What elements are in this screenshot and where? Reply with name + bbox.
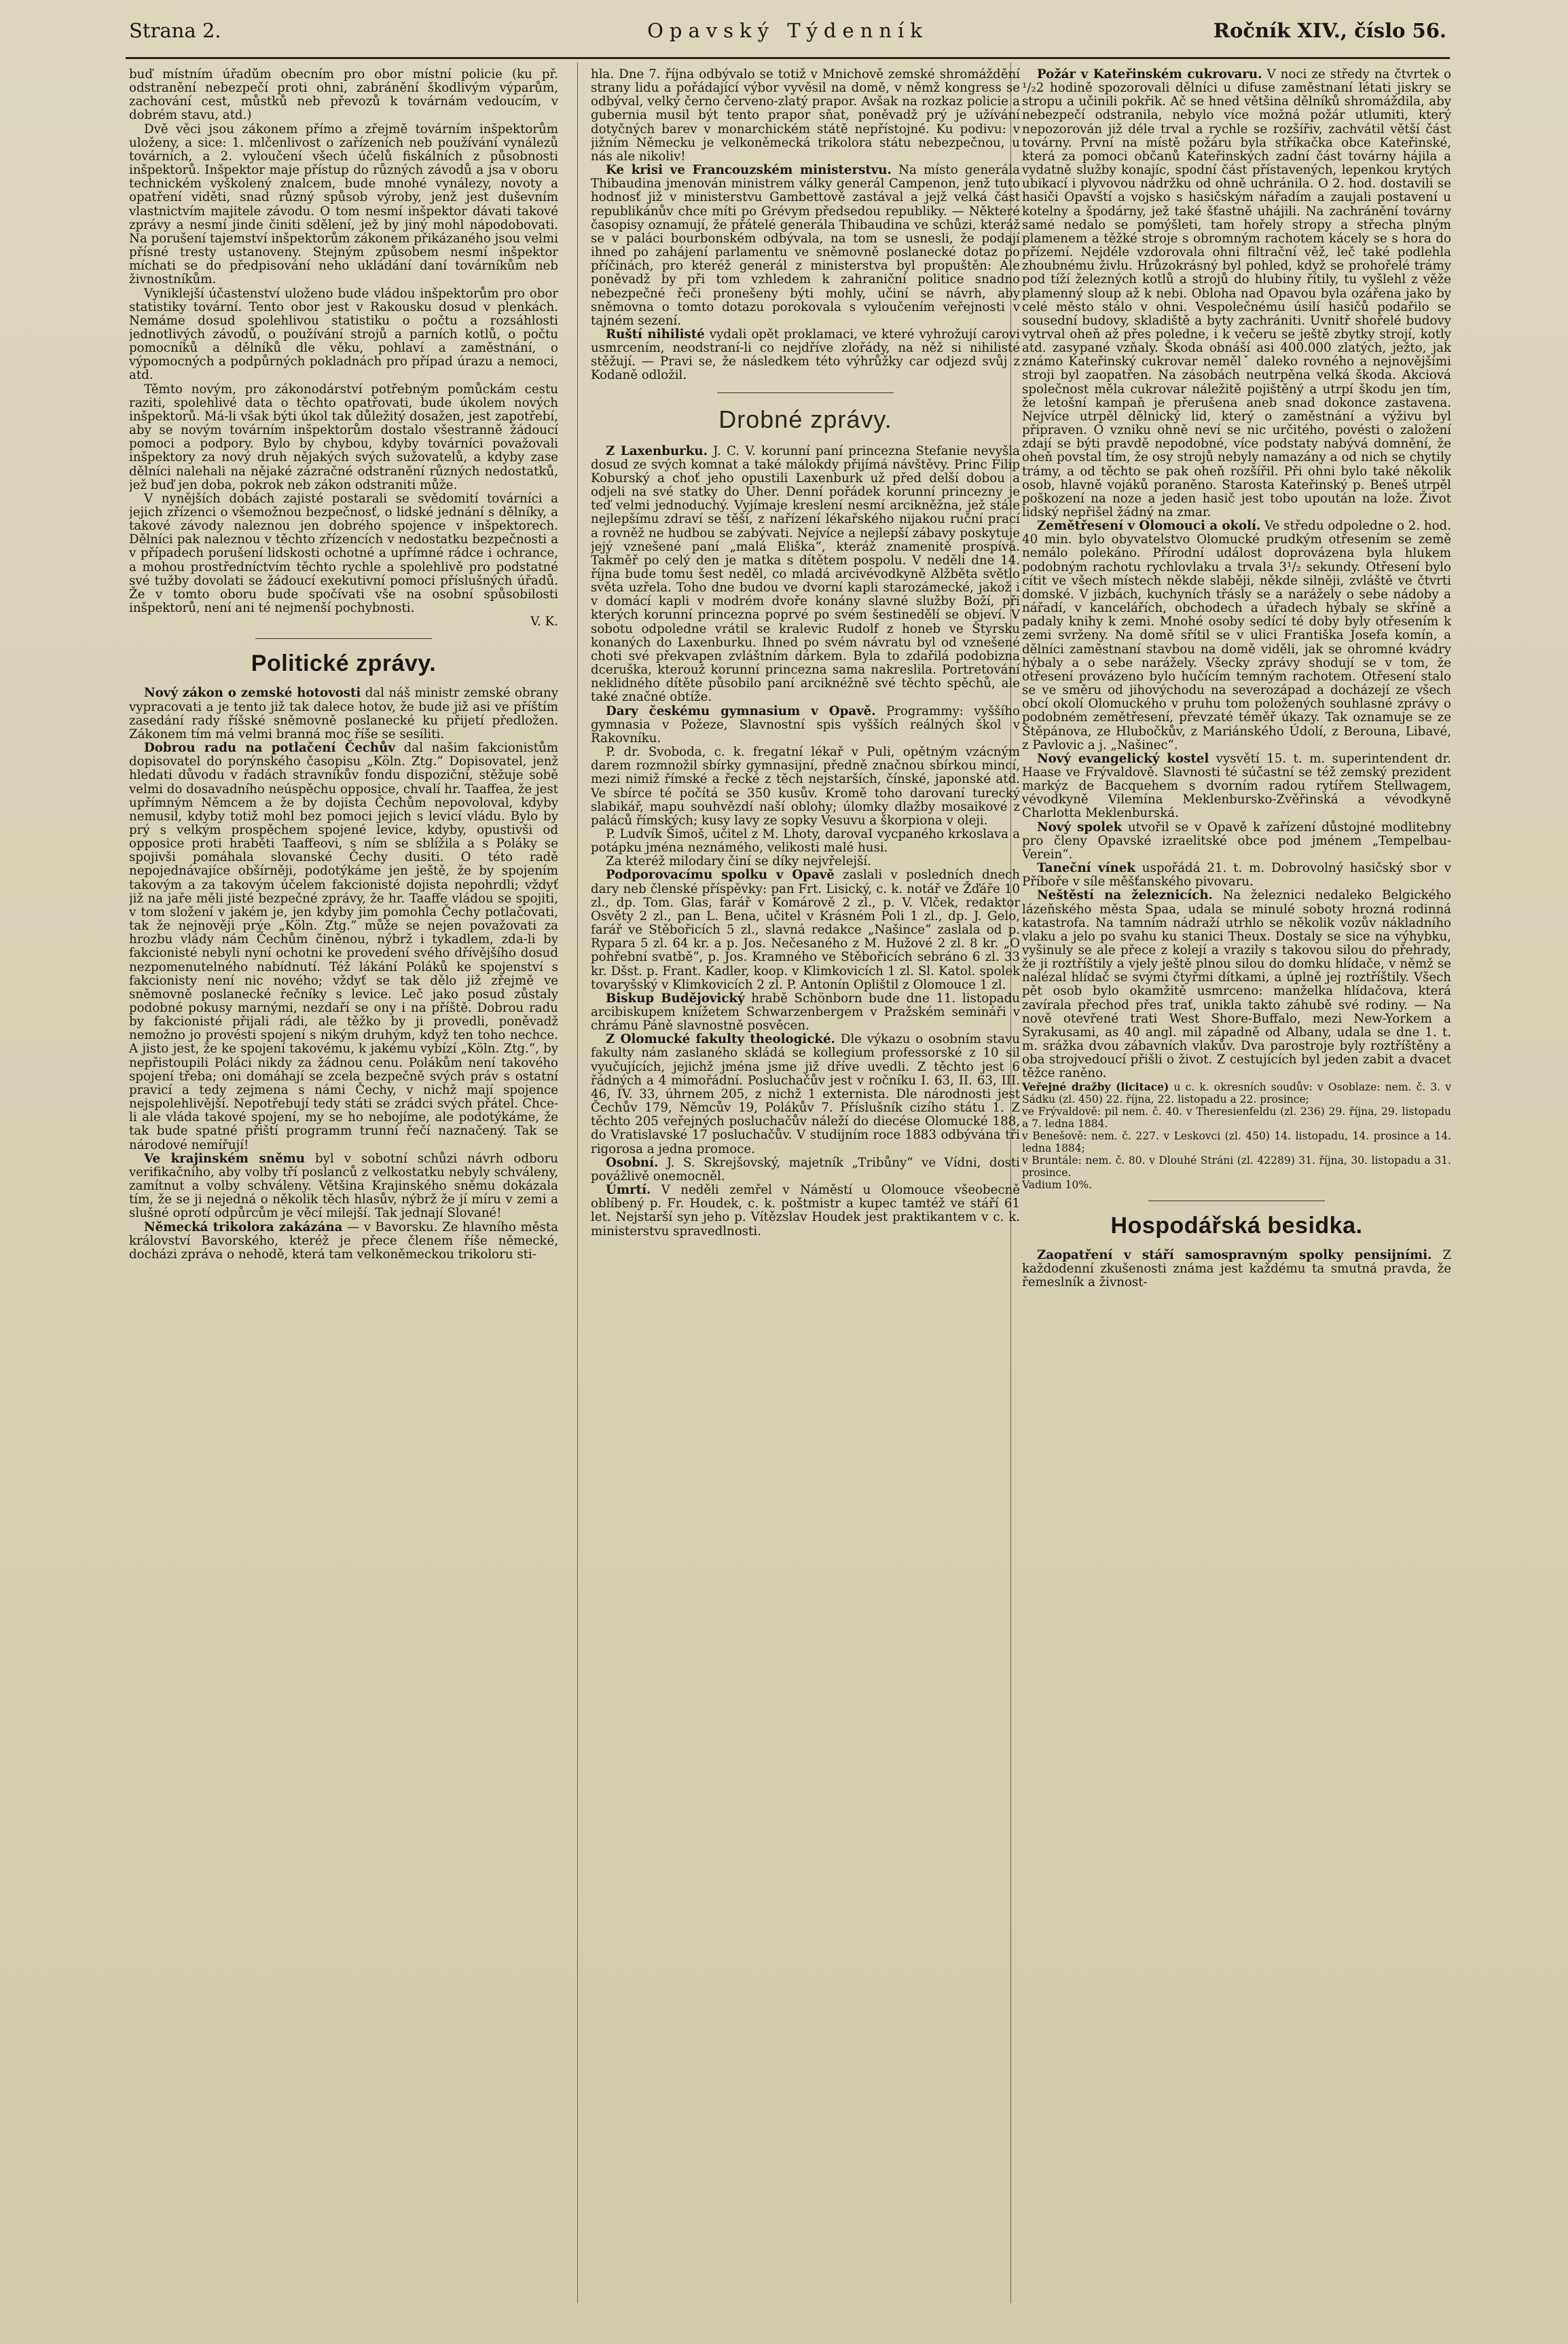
- column-divider: [577, 62, 578, 2303]
- item-text: Na železnici nedaleko Belgického lázeňského města Spaa, udala se minulé soboty hrozná rodinná katastrofa. Na tamním nádraží utrhlo se několik vozův nákladního vlaku a jelo po svahu ku stanici Theux. Dostaly se sice na výhybku, vyšinuly se ale přece z kolejí a vrazily s takovou silou do přehrady, že ji roztříštily a vjely ještě plnou silou do domku hlídače, v němž se nalézal hlídač se svými čtyřmi dítkami, a úplně jej roztříštily. Všech pět osob bylo okamžitě usmrceno: manželka hlídačova, která zavírala přechod přes trať, unikla takto záhubě své rodiny. — Na nově otevřené trati West Shore-Buffalo, mezi New-Yorkem a Syrakusami, as 40 angl. mil západně od Albany, udala se dne 1. t. m. srážka dvou zábavních vlakův. Dva parostroje byly roztříštěny a oba strojvedoucí přišli o život. Z cestujících byl jeden zabit a dvacet těžce raněno.: [1022, 888, 1451, 1081]
- news-item: [129, 741, 558, 1152]
- item-heading: Osobní.: [606, 1155, 659, 1170]
- page-number: Strana 2.: [129, 19, 221, 42]
- separator: [717, 392, 894, 393]
- item-text: vydali opět proklamaci, ve které vyhrožují carovi usmrcením, neodstraní-li co nejdříve zlořády, na něž si nihilisté stěžují. — Pravi se, že následkem této výhrůžky car odjezd svůj z Kodaně odložil.: [591, 327, 1020, 383]
- item-heading: Neštěstí na železnicích.: [1037, 888, 1213, 903]
- news-item: [1022, 68, 1451, 519]
- masthead-title: Opavský Týdenník: [647, 19, 928, 42]
- column-2: [591, 68, 1020, 2302]
- item-heading: Ke krisi ve Francouzském ministerstvu.: [606, 163, 892, 178]
- auction-notices: [1022, 1081, 1451, 1191]
- notice-line: [1022, 1081, 1451, 1105]
- item-text: V neděli zemřel v Náměstí u Olomouce všeobecně oblíbený p. Fr. Houdek, c. k. poštmistr a kupec tamtéž ve stáří 61 let. Nejstarší syn jeho p. Vítězslav Houdek jest praktikantem v c. k. ministerstvu spravedlnosti.: [591, 1183, 1020, 1239]
- paragraph: Těmto novým, pro zákonodárství potřebným pomůckám cestu raziti, spolehlivé data o těchto opatřovati, bude úkolem nových inšpektorů. Má-li však býti úkol tak důležitý dosažen, jest zapotřebí, aby se novým továrním inšpektorům dostalo všestranně žádoucí pomoci a podpory. Bylo by chybou, kdyby továrníci považovali inšpektory za nový druh nějakých svých sužovatelů, a kdyby zase dělníci nalehali na nějaké zázračné odstranění různých nedostatků, jež buď jen doba, pokrok neb zákon odstraniti může.: [129, 382, 558, 492]
- paragraph: Vyniklejší účastenství uloženo bude vládou inšpektorům pro obor statistiky tovární. Tento obor jest v Rakousku dosud v plenkách. Nemáme dosud spolehlivou statistiku o počtu a rozsáhlosti jednotlivých závodů, o používání strojů a parních kotlů, o počtu pomocníků a dělníků dle věku, pohlaví a zaměstnání, o výpomocných a podpůrných pokladnách pro případ úrazu a nemoci, atd.: [129, 286, 558, 383]
- column-1: [129, 68, 558, 2302]
- news-item: [591, 328, 1020, 383]
- news-item: [129, 1152, 558, 1221]
- item-heading: Úmrtí.: [606, 1183, 651, 1198]
- item-text: J. S. Skrejšovský, majetník „Tribůny“ ve Vídni, dosti povážlivě onemocněl.: [591, 1155, 1020, 1184]
- item-text: Na místo generála Thibaudina jmenován ministrem války generál Campenon, jenž tuto hodnosť již v ministerstvu Gambettově zastával a jejž velká část republikánův chce míti po Grévym předsedou republiky. — Některé časopisy oznamují, že přátelé generála Thibaudina ve schůzi, kteráž se v paláci bourbonském odbývala, na tom se usnesli, že podají ihned po zahájení parlamentu ve sněmovně poslanecké dotaz po příčinách, pro kteréž generál z ministerstva byl propuštěn: Ale poněvadž by při tom vzhledem k zahraniční politice snadno nebezpečné řeči pronešeny býti mohly, učiní se návrh, aby sněmovna o tomto dotazu porokovala s vyloučením veřejnosti v tajném sezení.: [591, 163, 1020, 328]
- item-heading: Podporovacímu spolku v Opavě: [606, 868, 835, 883]
- item-heading: Biskup Budějovický: [606, 991, 745, 1006]
- item-text: vysvětí 15. t. m. superintendent dr. Haase ve Frývaldově. Slavnosti té súčastní se též zemský prezident markýz de Bacquehem s dvorním radou rytířem Stellwagem, vévodkyně Vilemína Meklenbursko-Zvěřinská a vévodkyně Charlotta Meklenburská.: [1022, 751, 1451, 821]
- item-heading: Nový evangelický kostel: [1037, 751, 1209, 766]
- item-heading: Zaopatření v stáří samospravným spolky pensijními.: [1037, 1247, 1432, 1262]
- notice-line: ve Frývaldově: pil nem. č. 40. v Theresienfeldu (zl. 236) 29. října, 29. listopadu a 7. ledna 1884.: [1022, 1105, 1451, 1130]
- paragraph: V nynějších dobách zajisté postarali se svědomití továrníci a jejich zřízenci o všemožnou bezpečnosť, o lidské jednání s dělníky, a takové závody naleznou jen dobrého spojence v inšpektorech. Dělníci pak naleznou v těchto zřízencích v nedostatku bezpečnosti a v případech porušení lidskosti ochotné a upřímné rádce i ochrance, a mohou prostředníctvím těchto rychle a spolehlivě pro podstatné své tužby dovolati se žádoucí exekutivní pomoci příslušných úřadů. Že v tomto oboru bude spočívati vše na osobní spůsobilosti inšpektorů, není ani té nejmenší pochybnosti.: [129, 491, 558, 616]
- item-text: Z každodenní zkušenosti známa jest každému ta smutná pravda, že řemeslník a živnost-: [1022, 1247, 1451, 1289]
- news-item: [1022, 889, 1451, 1080]
- separator: [255, 638, 432, 639]
- item-heading: Ve krajinském sněmu: [144, 1151, 305, 1166]
- notice-line: v Bruntále: nem. č. 80. v Dlouhé Stráni (zl. 42289) 31. října, 30. listopadu a 31. prosince.: [1022, 1154, 1451, 1179]
- news-item: [1022, 862, 1451, 889]
- item-text: Programmy: vyššího gymnasia v Požeze, Slavnostní spis vyšších reálných škol v Rakovníku.: [591, 703, 1020, 746]
- page-header: [129, 19, 1446, 53]
- paragraph: hla. Dne 7. října odbývalo se totiž v Mnichově zemské shromáždění strany lidu a pořádající výbor vyvěsil na domě, v němž kongress se odbýval, velký černo červeno-zlatý prapor. Avšak na rozkaz policie a guberniа musil být tento prapor sňat, poněvadž prý je užívání dotyčných barev v monarchickém státě nepřístojné. Ku podivu: v jižním Německu je velkoněmecká trikolora státu nebezpečnou, u nás ale nikoliv!: [591, 68, 1020, 164]
- item-text: utvořil se v Opavě k zařízení důstojné modlitebny pro členy Opavské izraelitské obce pod jménem „Tempelbau-Verein“.: [1022, 820, 1451, 862]
- column-3: [1022, 68, 1451, 2302]
- notice-line: v Benešově: nem. č. 227. v Leskovci (zl. 450) 14. listopadu, 14. prosince a 14. ledna 1884;: [1022, 1129, 1451, 1154]
- item-heading: Dary českému gymnasium v Opavě.: [606, 703, 876, 718]
- item-text: V noci ze středy na čtvrtek o ¹/₂2 hodině spozorovali dělníci u difuse zaměstnaní létati jiskry se stropu a učinili pokřik. Ač se hned většina dělníků shromáždila, aby nebezpečí odstranila, nebylo více možná požár utlumiti, který nepozorován již déle trval a rychle se rozšířiv, zachvátil větší část továrny. První na místě požáru byla stříkačka obce Kateřinské, která za pomoci občanů Kateřinských zadní část továrny hájila a vydatně služby konajíc, spodní část přístavených, lepenkou krytých ubikací i plyvovou nádržku od ohně uchránila. O 2. hod. dostavili se hasiči Opavští a vojsko s hasičským nářadím a zaujali postavení u kotelny a špodárny, jež také šťastně uhájili. Na zachránění továrny samé nedalo se pomýšleti, tam hořely stropy a střecha plným plamenem a těžké stroje s obromným rachotem kácely se s hora do přízemí. Nejdéle vzdorovala ohni filtrační věž, leč také podlehla zhoubnému živlu. Hrůzokrásný byl pohled, když se prohořelé trámy pod tíží železných kotlů a strojů do hlubiny řítily, tu vyšlehl z věže plamenný sloup až k nebi. Obloha nad Opavou byla ozářena jako by celé město stálo v ohni. Vespolečnému úsilí hasičů podařilo se sousední budovy, skladiště a byty zachrániti. Uvnitř shořelé budovy vytrval oheň až přes poledne, i k večeru se ještě zbytky strojí, kotly atd. zasypané vzňaly. Škoda obnáší asi 400.000 zlatých, ježto, jak známo Kateřinský cukrovar nemělˇ daleko rovného a nejnovějšími stroji byl zaopatřen. Na zásobách neutrpěna velká škoda. Akciová společnost měla cukrovar náležitě pojištěný a utrpí škodu jen tím, že letošní kampaň je přerušena aneb snad dokonce zastavena. Nejvíce utrpěl dělnický lid, který o zaměstnání a výživu byl připraven. O vzniku ohně neví se nic určitého, povésti o založení zdají se býti pravdě nepodobné, více podstaty nabývá domnění, že oheň povstal tím, že osy strojů nebyly namazány a od nich se chytily trámy, a od těchto se pak oheň rozšířil. Při ohni bylo také několik osob, hlavně vojáků poraněno. Starosta Kateřinský p. Beneš utrpěl poškození na noze a jeden hasič jest tobo upoután na lože. Život lidský nepřišel žádný na zmar.: [1022, 68, 1451, 519]
- news-item: [591, 705, 1020, 746]
- news-item: [1022, 519, 1451, 752]
- item-heading: Nový spolek: [1037, 820, 1123, 835]
- item-heading: Z Olomucké fakulty theologické.: [606, 1032, 835, 1047]
- item-text: hrabě Schönborn bude dne 11. listopadu arcibiskupem knížetem Schwarzenbergem v Pražském semináři v chrámu Páně slavnostně posvěcen.: [591, 991, 1020, 1033]
- news-item: [591, 1156, 1020, 1184]
- item-heading: Zemětřesení v Olomouci a okolí.: [1037, 519, 1261, 534]
- header-rule: [126, 57, 1450, 59]
- item-text: Dle výkazu o osobním stavu fakulty nám zaslaného skládá se kollegium professorské z 10 sil vyučujících, jejichž jména jsme již dříve uvedli. Z těchto jest 6 řádných a 4 mimořádní. Posluchačův jest v ročníku I. 63, II. 63, III. 46, IV. 33, úhrnem 205, z nichž 1 externista. Dle národnosti jest Čechův 179, Němcův 19, Polákův 7. Příslušník cizího státu 1. Z těchto 205 veřejných posluchačův náleží do diecése Olomucké 188, do Vratislavské 17 posluchačův. V studijním roce 1883 odbývána tři rigorosa a jedna promoce.: [591, 1032, 1020, 1156]
- news-item: [591, 164, 1020, 328]
- item-text: zaslali v posledních dnech dary neb členské příspěvky: pan Frt. Lisický, c. k. notář ve Žďáře 10 zl., dp. Tom. Glas, farář v Komárově 2 zl., p. V. Vlček, redaktor Osvěty 2 zl., pan L. Bena, učitel v Krásném Poli 1 zl., dp. J. Gelo, farář ve Stěbořicích 5 zl., slavná redakce „Našince“ zaslala od p. Rypara 5 zl. 64 kr. a p. Jos. Nečesaného z M. Hužové 2 zl. 8 kr. „O pohřební svatbě“, p. Jos. Kramného ve Stěbořicích sebráno 6 zl. 33 kr. Dšst. p. Frant. Kadler, koop. v Klimkovicích 1 zl. Sl. Katol. spolek tovaryšský v Klimkovicích 2 zl. P. Antonín Oplištil z Olomouce 1 zl.: [591, 868, 1020, 992]
- news-item: [591, 868, 1020, 991]
- section-heading-hospodarska: Hospodářská besidka.: [1110, 1212, 1363, 1239]
- paragraph: P. Ludvík Šimoš, učitel z M. Lhoty, darovaI vycpaného krkoslava a potápku jménа neznámého, velikosti malé husi.: [591, 826, 1020, 856]
- signature: V. K.: [530, 615, 558, 629]
- notice-heading: Veřejné dražby (licitace): [1022, 1080, 1169, 1093]
- news-item: [1022, 752, 1451, 821]
- item-heading: Taneční vínek: [1037, 861, 1135, 876]
- item-text: Ve středu odpoledne o 2. hod. 40 min. bylo obyvatelstvo Olomucké prudkým otřesením se země nemálo polekáno. Přírodní událost doprovázena byla hlukem podobným rachotu rychlovlaku a trvala 3¹/₂ sekundy. Otřesení bylo cítit ve všech místech někde slaběji, někde silněji, zvláště ve čtvrti domské. V jizbách, kuchyních třásly se a narážely o sebe nádoby a nářadí, v kancelářích, obchodech a úřadech hýbaly se skříně a padaly knihy k zemi. Mnohé osoby sedící té doby byly otřesením k zemi svrženy. Na domě sřítil se v ulici Františka Josefa komín, a dělníci zaměstnaní stavbou na domě viděli, jak se ohromné kvádry hýbaly a o sebe narážely. Všecky zprávy shodují se v tom, že otřesení provázeno bylo hučícím temným rachotem. Otřesení stalo se ve směru od jihovýchodu na severozápad a docházejí ze všech obcí okolí Olomuckého v pruhu tom položených souhlasné zprávy o podobném zemětřesení, převzaté téměř úkazy. Tak oznamuje se ze Štěpánova, ze Hlubočkův, z Mariánského Údolí, z Berouna, Libavé, z Pavlovic a j. „Našinec“.: [1022, 519, 1451, 752]
- item-heading: Dobrou radu na potlačení Čechův: [144, 741, 395, 756]
- news-item: [591, 445, 1020, 705]
- item-text: byl v sobotní schůzi návrh odboru verifikačního, aby volby tří poslanců z velkostatku nebyly schváleny, zamítnut a volby schváleny. Většina Krajinského sněmu dokázala tím, že se ji nejedná o několik těch hlasův, nýbrž že jí míru v zemi a slušné oprotí odpůrcům je věcí milejší. Tak jednají Slované!: [129, 1151, 558, 1221]
- item-heading: Ruští nihilisté: [606, 327, 705, 342]
- volume-issue: Ročník XIV., číslo 56.: [1213, 19, 1446, 42]
- news-item: [129, 686, 558, 741]
- section-heading-drobne: Drobné zprávy.: [718, 405, 892, 433]
- item-text: — v Bavorsku. Ze hlavního města království Bavorského, kteréž je přece členem říše německé, docházi zpráva o nehodě, která tam velkoněmeckou trikoloru sti-: [129, 1220, 558, 1262]
- news-item: [1022, 1249, 1451, 1289]
- paragraph: buď místním úřadům obecním pro obor místní policie (ku př. odstranění nebezpečí proti ohni, zabránění škodlivým výparům, zachování cest, můstků neb převozů k továrnám vedoucím, v dobrém stavu, atd.): [129, 68, 558, 123]
- notice-text: u c. k. okresních soudův: v Osoblaze: nem. č. 3. v Sádku (zl. 450) 22. října, 22. listopadu a 22. prosince;: [1022, 1080, 1451, 1105]
- item-text: uspořádá 21. t. m. Dobrovolný hasičský sbor v Příboře v síle měšťanského pivovaru.: [1022, 861, 1451, 890]
- item-heading: Nový zákon o zemské hotovosti: [144, 686, 361, 701]
- item-text: dal náš ministr zemské obrany vypracovati a je tento již tak dalece hotov, že bude již asi ve příštím zasedání rady říšské sněmovně poslanecké ku přijetí předložen. Zákonem tím má velmi branná moc říše se sesíliti.: [129, 686, 558, 741]
- news-item: [1022, 821, 1451, 862]
- item-text: dal našim fakcionistům dopisovatel do porýnského časopisu „Köln. Ztg.“ Dopisovatel, jenž hledati důvodu v řadách stravníkův fondu dispoziční, stěžuje sobě velmi do dosavadního neúspěchu opposice, chvalí hr. Taaffea, že jest upřímným Němcem a že by dojista Čechům nepovoloval, kdyby nemusil, kdyby totiž mohl bez pomoci jejich s levicí vládu. Bylo by prý s velkým prospěchem spojené levice, kdyby, opustivši od opposice proti hraběti Taaffeovi, s ním se sblížila a s Poláky se spojivši pomáhala slovanské Čechy dusiti. O této radě nepojednávajíce obšírněji, podotýkáme jen ještě, že by spojením takovým a za takovým účelem fakcionisté dojista nepohrdli; vždyť již na jaře měli jisté bezpečné zprávy, že hr. Taaffe vládou se spojiti, v tom složení v jakém je, jen kdyby jim pomohla Čechy potlačovati, tak že nejnověji prýe „Köln. Ztg.“ může se nejen považovati za hrozbu vlády nám Čechům činěnou, nýbrž i tykadlem, zda-li by fakcionisté nebyli nyní ochotni ke provedení svého dřívějšího dosud nezpomenutelného nabídnutí. Též lákání Poláků ke spojenství s fakcionisty není nic nového; vždyť se tak dělo již zřejmě ve sněmovně poslanecké řečníky s levice. Leč jako posud zůstaly podobné pokusy marnými, nezdaří se ony i na příště. Dobrou radu by fakcionisté přijali rádi, ale těžko by ji provedli, poněvadž nemožno jo provésti spojení s nikým druhým, když ten toho nechce. A jisto jest, že ke spojení takovému, k jakému vybízí „Köln. Ztg.“, by nepřistoupili Poláci nikdy za žádnou cenu. Polákům není takového spojení třeba; oni domáhají se zcela bezpečně svých práv s ostatní pravicí a tedy zejmena s námi Čechy, v nichž mají spojence nejspolehlivější. Nepotřebují tedy státi se zrádci svých přátel. Chce-li ale vláda takové spojení, my se ho nebojíme, ale podotýkáme, že tak bude spatné přiští programm trunní řečí naznačený. Tak se národové nemířují!: [129, 741, 558, 1152]
- news-item: [129, 1221, 558, 1262]
- news-item: [591, 1033, 1020, 1156]
- item-text: J. C. V. korunní paní princezna Stefanie nevyšla dosud ze svých komnat a také málokdy přijímá návštěvy. Princ Filip Koburský a choť jeho opustili Laxenburk už před delší dobou a odjeli na své statky do Uher. Denní pořádek korunní princezny je teď velmi jednoduchý. Vyjímaje kreslení nesmí arcikněžna, jež stále nejlepšímu zdraví se těší, z nařízení lékařského nijakou ruční prací a rovněž ne hudbou se zabývati. Nejvíce a nejlepší zábavy poskytuje jejý vznešené paní „malá Eliška“, kteráž znamenitě prospívá. Takměř po celý den je matka s dítětem pospolu. V neděli dne 14. října bude tomu šest neděl, co mladá arcivévodkyně Alžběta světlo světa uzřela. Toho dne budou ve dvorní kapli starozámecké, jakož i v domácí kapli v modrém dvoře konány slavné služby Boží, při kterých korunní princezna poprvé po svém šestinedělí se objeví. V sobotu odpoledne vrátil se kralevic Rudolf z honeb ve Štyrsku konaných do Laxenburku. Ihned po svém návratu byl od vznešené choti své překvapen zvláštním dárkem. Byla to zdařilá podobizna dceruška, kterouž korunní princezna sama nakreslila. Portretování neklidného dítěte působilo paní arciknéžně své těchto spěchů, ale také značné obtíže.: [591, 443, 1020, 705]
- notice-line: Vadium 10%.: [1022, 1178, 1092, 1191]
- paragraph: P. dr. Svoboda, c. k. fregatní lékař v Puli, opětným vzácným darem rozmnožil sbírky gymnasijní, předně značnou sbírkou mincí, mezi nimiž římské a řecké z těch nejstarších, čínské, japonské atd. Ve sbírce té počítá se 350 kusův. Kromě toho darovaní turecký slabikář, mapu souhvězdí naší oblohy; úlomky dlažby mosaikové z paláců římských; kusy lavy ze sopky Vesuvu a škorpiona v oleji.: [591, 745, 1020, 828]
- paragraph: Za kteréž milodary činí se díky nejvřelejší.: [606, 854, 871, 869]
- news-item: [591, 1184, 1020, 1239]
- news-item: [591, 992, 1020, 1033]
- item-heading: Požár v Kateřinském cukrovaru.: [1037, 68, 1262, 81]
- item-heading: Z Laxenburku.: [606, 443, 708, 458]
- section-heading-politicke: Politické zprávy.: [251, 651, 437, 677]
- paragraph: Dvě věci jsou zákonem přímo a zřejmě továrním inšpektorům uloženy, a sice: 1. mlčenlivost o zařízeních neb používání vynálezů továrních, a 2. vyloučení všech účelů fiskálních z působnosti inšpektorů. Inšpektor maje přístup do různých závodů a jsa v oboru technickém vyškolený znalcem, bude mnohé vynálezy, novoty a opatření viděti, snad různý spůsob výroby, jenž jest duševním vlastnictvím majitele závodu. O tom nesmí inšpektor dávati takové zprávy a nesmí jinde činiti sdělení, jež by jiný mohl nápodobovati. Na porušení tajemství inšpektorům zákonem přikázaného jsou velmi přísné tresty ustanoveny. Stejným způsobem nesmí inšpektor míchati se do předpisování neho ukládání daní továrníkům neb živnostníkům.: [129, 122, 558, 287]
- item-heading: Německá trikolora zakázána: [144, 1220, 343, 1234]
